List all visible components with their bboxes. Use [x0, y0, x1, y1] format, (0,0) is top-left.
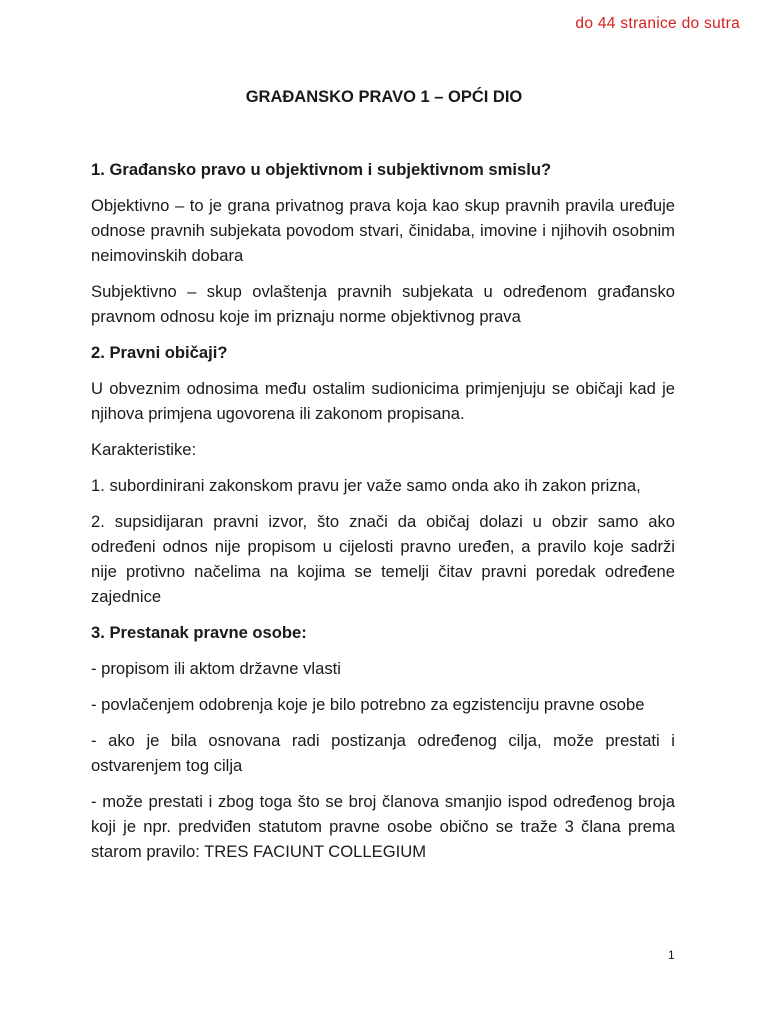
question-heading-3: 3. Prestanak pravne osobe:: [91, 623, 307, 642]
document-body: [91, 157, 675, 875]
bullet-povlacenjem: - povlačenjem odobrenja koje je bilo potrebno za egzistenciju pravne osobe: [91, 695, 645, 714]
question-heading-1: 1. Građansko pravo u objektivnom i subjektivnom smislu?: [91, 160, 552, 179]
list-item-1: 1. subordinirani zakonskom pravu jer važe samo onda ako ih zakon prizna,: [91, 476, 641, 495]
document-title: GRAĐANSKO PRAVO 1 – OPĆI DIO: [245, 88, 523, 106]
paragraph-obicaji: U obveznim odnosima među ostalim sudionicima primjenjuju se običaji kad je njihova primjena ugovorena ili zakonom propisana.: [91, 379, 675, 423]
bullet-propisom: - propisom ili aktom državne vlasti: [91, 659, 341, 678]
paragraph-subjektivno: Subjektivno – skup ovlaštenja pravnih subjekata u određenom građansko pravnom odnosu koje im priznaju norme objektivnog prava: [91, 282, 675, 326]
handwritten-annotation: do 44 stranice do sutra: [575, 15, 740, 32]
list-item-2: 2. supsidijaran pravni izvor, što znači da običaj dolazi u obzir samo ako određeni odnos nije propisom u cijelosti pravno uređen, a pravilo koje sadrži nije protivno načelima na kojima se temelji čitav pravni poredak određene zajednice: [91, 512, 675, 606]
page-number: 1: [668, 948, 675, 962]
bullet-broj-clanova: - može prestati i zbog toga što se broj članova smanjio ispod određenog broja koji je npr. predviđen statutom pravne osobe obično se traže 3 člana prema starom pravilo: TRES FACIUNT COLLEGIUM: [91, 792, 675, 861]
paragraph-objektivno: Objektivno – to je grana privatnog prava koja kao skup pravnih pravila uređuje odnose pravnih subjekata povodom stvari, činidaba, imovine i njihovih osobnim neimovinskih dobara: [91, 196, 675, 265]
question-heading-2: 2. Pravni običaji?: [91, 343, 228, 362]
paragraph-karakteristike: Karakteristike:: [91, 440, 197, 459]
bullet-cilj: - ako je bila osnovana radi postizanja određenog cilja, može prestati i ostvarenjem tog cilja: [91, 731, 675, 775]
